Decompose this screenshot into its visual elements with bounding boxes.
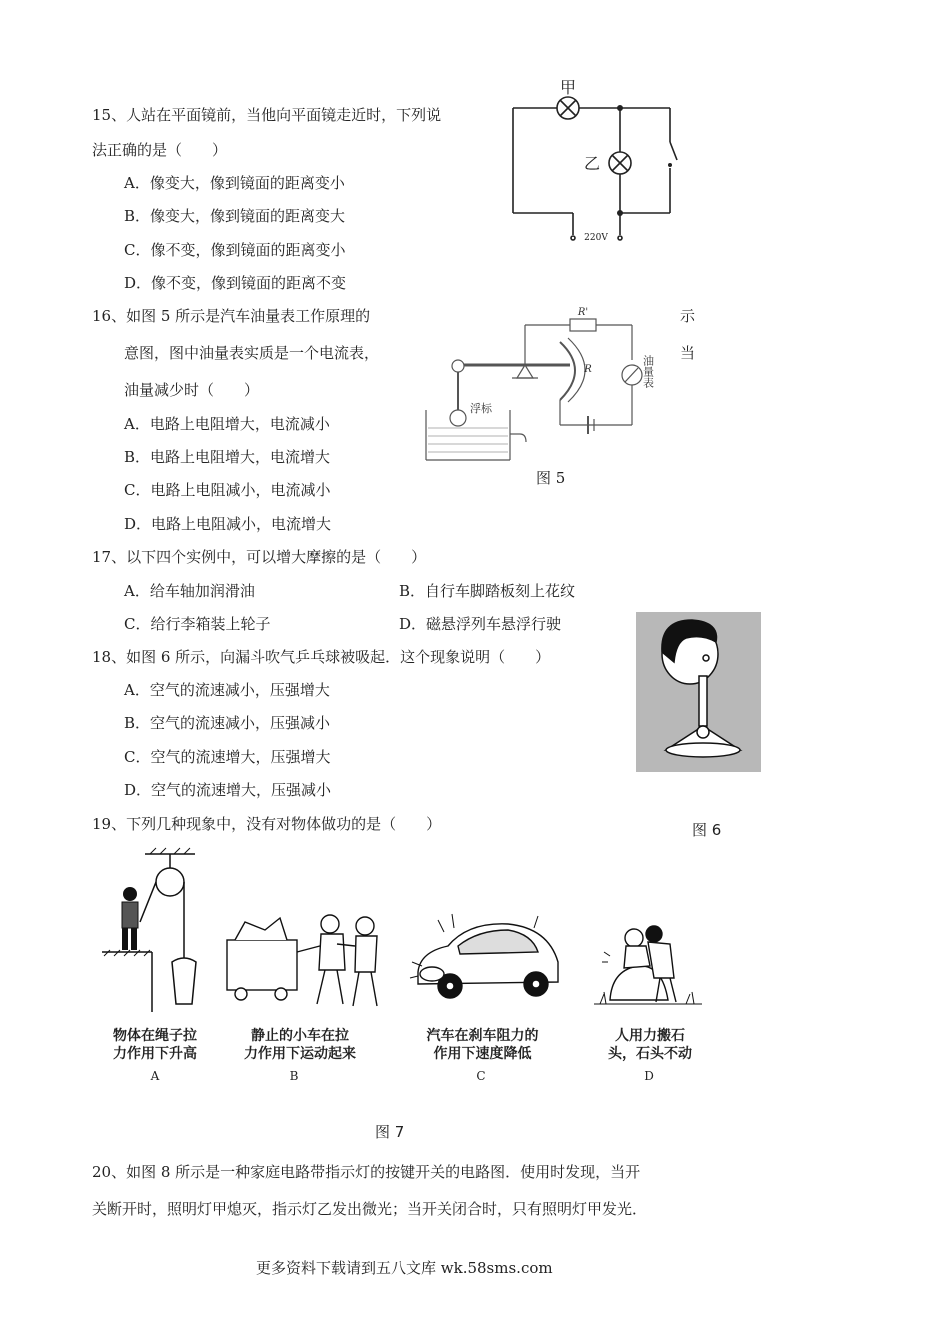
caption-c-line1: 汽车在刹车阻力的 <box>426 1028 539 1044</box>
q18-option-a: A．空气的流速减小，压强增大 <box>124 681 330 699</box>
caption-c-line2: 作用下速度降低 <box>433 1046 532 1062</box>
figure-7-letter-d: D <box>644 1069 654 1083</box>
q15-option-a: A．像变大，像到镜面的距离变小 <box>124 174 345 192</box>
q19-stem: 19、下列几种现象中，没有对物体做功的是（ ） <box>92 815 442 833</box>
figure-5-fuel-gauge <box>420 300 670 470</box>
q16-option-d: D．电路上电阻减小，电流增大 <box>124 515 332 533</box>
figure-7-caption-c <box>410 1027 555 1063</box>
figure-7-caption-b <box>230 1027 370 1063</box>
figure-7-caption: 图 7 <box>375 1123 405 1141</box>
q18-option-c: C．空气的流速增大，压强增大 <box>124 748 331 766</box>
q18-option-d: D．空气的流速增大，压强减小 <box>124 781 332 799</box>
figure-7-panel-b-cart <box>225 912 395 1012</box>
caption-d-line1: 人用力搬石 <box>615 1028 685 1044</box>
caption-b-line1: 静止的小车在拉 <box>251 1028 349 1044</box>
q20-line2: 关断开时，照明灯甲熄灭，指示灯乙发出微光；当开关闭合时，只有照明灯甲发光． <box>92 1200 648 1218</box>
q15-stem-line1: 15、人站在平面镜前，当他向平面镜走近时，下列说 <box>92 106 442 124</box>
figure-7-panel-a-pulley <box>100 852 200 1017</box>
caption-a-line1: 物体在绳子拉 <box>113 1028 197 1044</box>
float-label: 浮标 <box>470 402 492 415</box>
q16-option-a: A．电路上电阻增大，电流减小 <box>124 415 330 433</box>
caption-a-line2: 力作用下升高 <box>113 1046 197 1062</box>
q17-option-d: D．磁悬浮列车悬浮行驶 <box>399 615 562 633</box>
caption-d-line2: 头，石头不动 <box>608 1046 692 1062</box>
q16-option-c: C．电路上电阻减小，电流减小 <box>124 481 331 499</box>
figure-7-panel-c-car <box>408 912 573 1012</box>
q16-stem-line2-end: 当 <box>680 344 696 362</box>
q16-stem-line3: 油量减少时（ ） <box>124 381 260 399</box>
r-prime-label: R' <box>577 307 589 318</box>
meter-label: 油量表 <box>641 355 655 388</box>
r-label: R <box>584 364 592 375</box>
q20-line1: 20、如图 8 所示是一种家庭电路带指示灯的按键开关的电路图．使用时发现，当开 <box>92 1163 641 1181</box>
caption-b-line2: 力作用下运动起来 <box>244 1046 356 1062</box>
figure-6-funnel-illustration <box>636 612 761 772</box>
figure-5-caption: 图 5 <box>536 469 566 487</box>
q16-option-b: B．电路上电阻增大，电流增大 <box>124 448 331 466</box>
q17-option-b: B．自行车脚踏板刻上花纹 <box>399 582 576 600</box>
figure-8-circuit <box>505 80 685 250</box>
q18-option-b: B．空气的流速减小，压强减小 <box>124 714 331 732</box>
lamp-a-label: 甲 <box>559 78 577 97</box>
figure-7-letter-a: A <box>150 1069 160 1083</box>
q17-stem: 17、以下四个实例中，可以增大摩擦的是（ ） <box>92 548 427 566</box>
q15-option-c: C．像不变，像到镜面的距离变小 <box>124 241 346 259</box>
figure-7-panel-d-rock <box>590 922 705 1012</box>
footer-download-note: 更多资料下载请到五八文库 wk.58sms.com <box>256 1259 553 1277</box>
figure-6-caption: 图 6 <box>692 821 722 839</box>
figure-7-letter-c: C <box>476 1069 486 1083</box>
q17-option-a: A．给车轴加润滑油 <box>124 582 255 600</box>
q15-option-d: D．像不变，像到镜面的距离不变 <box>124 274 347 292</box>
q15-option-b: B．像变大，像到镜面的距离变大 <box>124 207 346 225</box>
q16-stem-line2: 意图，图中油量表实质是一个电流表， <box>124 344 380 362</box>
figure-7-letter-b: B <box>289 1069 299 1083</box>
q18-stem: 18、如图 6 所示，向漏斗吹气乒乓球被吸起．这个现象说明（ ） <box>92 648 551 666</box>
figure-7-caption-d <box>590 1027 710 1063</box>
q15-stem-line2: 法正确的是（ ） <box>92 141 228 159</box>
q16-stem-line1: 16、如图 5 所示是汽车油量表工作原理的 <box>92 307 371 325</box>
figure-7-caption-a <box>90 1027 220 1063</box>
q17-option-c: C．给行李箱装上轮子 <box>124 615 271 633</box>
q16-stem-line1-end: 示 <box>680 307 696 325</box>
voltage-label: 220V <box>584 233 608 243</box>
lamp-b-label: 乙 <box>583 154 601 173</box>
